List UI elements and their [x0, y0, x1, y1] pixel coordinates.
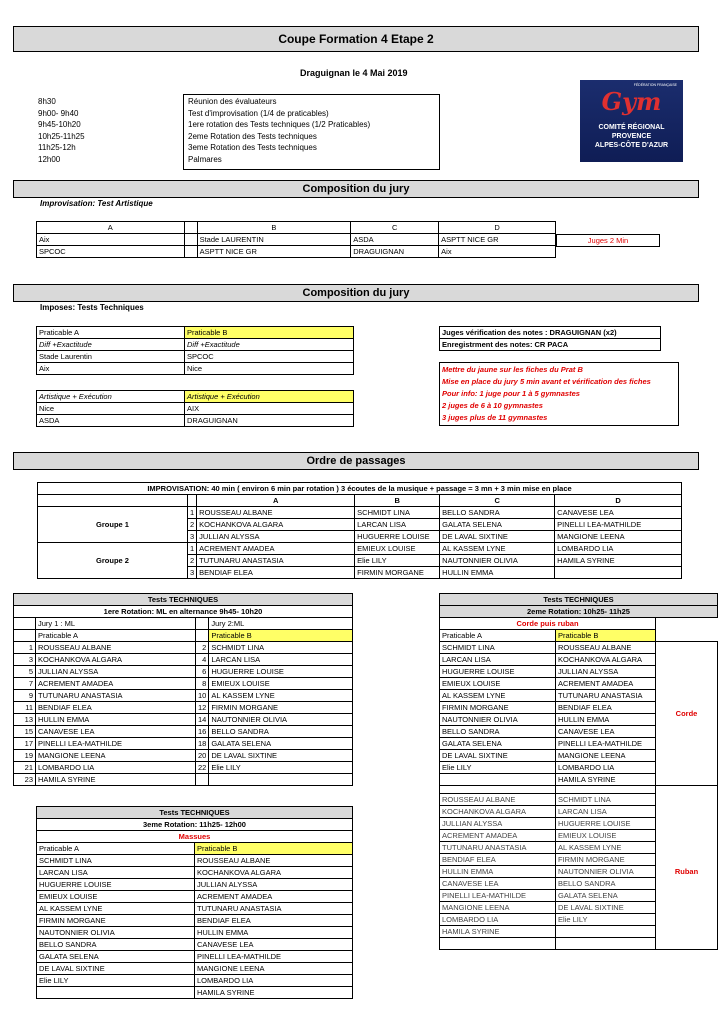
gymnast-name: JULLIAN ALYSSA — [36, 666, 196, 678]
gymnast-name: HUGUERRE LOUISE — [556, 818, 656, 830]
gymnast-name: Elie LILY — [440, 762, 556, 774]
row-number: 3 — [188, 531, 197, 543]
logo-line3: ALPES-CÔTE D'AZUR — [594, 142, 669, 149]
jury1-subtitle: Improvisation: Test Artistique — [40, 199, 153, 208]
table-row — [14, 654, 353, 666]
row-number: 2 — [196, 642, 209, 654]
table-cell — [188, 495, 197, 507]
impro-col-header: D — [555, 495, 682, 507]
table-cell — [14, 630, 36, 642]
jury1-cell: Aix — [439, 246, 556, 258]
impro-col-header: A — [197, 495, 355, 507]
gymnast-name: ROUSSEAU ALBANE — [556, 642, 656, 654]
gymnast-name: NAUTONNIER OLIVIA — [440, 714, 556, 726]
gymnast-name: GALATA SELENA — [440, 519, 555, 531]
row-number: 10 — [196, 690, 209, 702]
gymnast-name: KOCHANKOVA ALGARA — [556, 654, 656, 666]
table-row — [37, 915, 353, 927]
row-number: 11 — [14, 702, 36, 714]
jury1-table — [36, 221, 556, 258]
jury1-cell: ASPTT NICE GR — [197, 246, 351, 258]
gymnast-name: PINELLI LEA-MATHILDE — [555, 519, 682, 531]
row-number: 1 — [188, 507, 197, 519]
rot2-table — [439, 593, 718, 950]
table-row — [440, 794, 718, 806]
gymnast-name: TUTUNARU ANASTASIA — [195, 903, 353, 915]
jury-b-label: Jury 2:ML — [209, 618, 353, 630]
jury1-header: Composition du jury — [13, 180, 699, 198]
gymnast-name: DE LAVAL SIXTINE — [556, 902, 656, 914]
gymnast-name: ACREMENT AMADEA — [440, 830, 556, 842]
prat-b-label: Praticable B — [209, 630, 353, 642]
rot2-red-note: Corde puis ruban — [440, 618, 656, 630]
rot2-title: Tests TECHNIQUES — [440, 594, 718, 606]
gymnast-name: ROUSSEAU ALBANE — [440, 794, 556, 806]
gymnast-name: ROUSSEAU ALBANE — [195, 855, 353, 867]
enreg-note: Enregistrment des notes: CR PACA — [439, 338, 661, 351]
gymnast-name: MANGIONE LEENA — [556, 750, 656, 762]
rot2-subtitle: 2eme Rotation: 10h25- 11h25 — [440, 606, 718, 618]
row-number — [196, 774, 209, 786]
group-label: Groupe 2 — [38, 543, 188, 579]
gymnast-name: GALATA SELENA — [556, 890, 656, 902]
table-row — [38, 507, 682, 519]
gymnast-name: LARCAN LISA — [355, 519, 440, 531]
gymnast-name: DE LAVAL SIXTINE — [440, 531, 555, 543]
jury2-cell: ASDA — [37, 415, 185, 427]
gymnast-name: HULLIN EMMA — [440, 866, 556, 878]
table-cell — [196, 618, 209, 630]
gymnast-name: MANGIONE LEENA — [440, 902, 556, 914]
rot1-title: Tests TECHNIQUES — [14, 594, 353, 606]
gymnast-name: PINELLI LEA-MATHILDE — [195, 951, 353, 963]
gymnast-name: JULLIAN ALYSSA — [195, 879, 353, 891]
table-row — [37, 903, 353, 915]
gymnast-name: LARCAN LISA — [556, 806, 656, 818]
gymnast-name: FIRMIN MORGANE — [37, 915, 195, 927]
jury2-cell: AIX — [185, 403, 354, 415]
gymnast-name: KOCHANKOVA ALGARA — [36, 654, 196, 666]
jury-note-line: Mettre du jaune sur les fiches du Prat B — [442, 365, 583, 374]
gymnast-name: LARCAN LISA — [440, 654, 556, 666]
gymnast-name: NAUTONNIER OLIVIA — [209, 714, 353, 726]
jury2-header: Composition du jury — [13, 284, 699, 302]
gymnast-name: HAMILA SYRINE — [36, 774, 196, 786]
gymnast-name: BELLO SANDRA — [209, 726, 353, 738]
jury2-cell: Stade Laurentin — [37, 351, 185, 363]
row-number: 3 — [14, 654, 36, 666]
table-row — [14, 702, 353, 714]
gymnast-name — [440, 774, 556, 786]
gymnast-name: BELLO SANDRA — [37, 939, 195, 951]
jury1-cell: Aix — [37, 234, 185, 246]
jury-note-line: 2 juges de 6 à 10 gymnastes — [442, 401, 543, 410]
gymnast-name: NAUTONNIER OLIVIA — [37, 927, 195, 939]
gymnast-name: HAMILA SYRINE — [555, 555, 682, 567]
gymnast-name: TUTUNARU ANASTASIA — [36, 690, 196, 702]
table-row — [37, 927, 353, 939]
gymnast-name: BENDIAF ELEA — [197, 567, 355, 579]
impro-table — [37, 494, 682, 579]
schedule-times — [38, 96, 85, 165]
gymnast-name: CANAVESE LEA — [556, 726, 656, 738]
gymnast-name: ACREMENT AMADEA — [36, 678, 196, 690]
jury1-col-c: C — [351, 222, 439, 234]
gymnast-name: HULLIN EMMA — [556, 714, 656, 726]
table-row — [440, 642, 718, 654]
gymnast-name: EMIEUX LOUISE — [209, 678, 353, 690]
gymnast-name: HAMILA SYRINE — [440, 926, 556, 938]
jury1-cell: Stade LAURENTIN — [197, 234, 351, 246]
gymnast-name — [37, 987, 195, 999]
rot3-red-note: Massues — [37, 831, 353, 843]
gymnast-name: AL KASSEM LYNE — [209, 690, 353, 702]
rot3-title: Tests TECHNIQUES — [37, 807, 353, 819]
row-number: 17 — [14, 738, 36, 750]
gymnast-name: SCHMIDT LINA — [209, 642, 353, 654]
table-row — [37, 963, 353, 975]
table-row — [14, 750, 353, 762]
gymnast-name: GALATA SELENA — [209, 738, 353, 750]
table-row — [14, 714, 353, 726]
gymnast-name: AL KASSEM LYNE — [37, 903, 195, 915]
row-number: 1 — [14, 642, 36, 654]
gymnast-name: LARCAN LISA — [209, 654, 353, 666]
gymnast-name: Elie LILY — [209, 762, 353, 774]
gymnast-name: KOCHANKOVA ALGARA — [195, 867, 353, 879]
row-number: 1 — [188, 543, 197, 555]
table-row — [14, 642, 353, 654]
jury1-col-b: B — [197, 222, 351, 234]
gymnast-name: ACREMENT AMADEA — [556, 678, 656, 690]
schedule-label: 3eme Rotation des Tests techniques — [188, 143, 317, 152]
jury1-cell: ASDA — [351, 234, 439, 246]
jury-a-label: Jury 1 : ML — [36, 618, 196, 630]
row-number: 15 — [14, 726, 36, 738]
gymnast-name — [440, 938, 556, 950]
rot3-table — [36, 806, 353, 999]
gymnast-name: HUGUERRE LOUISE — [209, 666, 353, 678]
gymnast-name: ACREMENT AMADEA — [197, 543, 355, 555]
gymnast-name: DE LAVAL SIXTINE — [209, 750, 353, 762]
gymnast-name: BENDIAF ELEA — [195, 915, 353, 927]
row-number: 13 — [14, 714, 36, 726]
jury-note-line: Mise en place du jury 5 min avant et vérification des fiches — [442, 377, 651, 386]
row-number: 7 — [14, 678, 36, 690]
row-number: 4 — [196, 654, 209, 666]
row-number: 12 — [196, 702, 209, 714]
gymnast-name: BELLO SANDRA — [556, 878, 656, 890]
gymnast-name — [555, 567, 682, 579]
jury1-cell: DRAGUIGNAN — [351, 246, 439, 258]
gymnast-name: BENDIAF ELEA — [556, 702, 656, 714]
jury1-col-a: A — [37, 222, 185, 234]
schedule-label: Réunion des évaluateurs — [188, 97, 277, 106]
table-row — [14, 726, 353, 738]
row-number: 5 — [14, 666, 36, 678]
gymnast-name: PINELLI LEA-MATHILDE — [440, 890, 556, 902]
gym-logo-mark: Gym — [601, 87, 662, 116]
gymnast-name: AL KASSEM LYNE — [440, 543, 555, 555]
art-a-label: Artistique + Exécution — [37, 391, 185, 403]
gymnast-name: LOMBARDO LIA — [440, 914, 556, 926]
rot3-subtitle: 3eme Rotation: 11h25- 12h00 — [37, 819, 353, 831]
row-number: 18 — [196, 738, 209, 750]
diff-a-label: Diff +Exactitude — [37, 339, 185, 351]
table-row — [37, 879, 353, 891]
jury1-col-d: D — [439, 222, 556, 234]
verif-note: Juges vérification des notes : DRAGUIGNAN (x2) — [439, 326, 661, 339]
gymnast-name: BENDIAF ELEA — [440, 854, 556, 866]
table-cell — [196, 630, 209, 642]
gymnast-name: PINELLI LEA-MATHILDE — [36, 738, 196, 750]
gymnast-name — [556, 926, 656, 938]
row-number: 21 — [14, 762, 36, 774]
gymnast-name: HULLIN EMMA — [440, 567, 555, 579]
row-number: 14 — [196, 714, 209, 726]
prat-a-label: Praticable A — [37, 843, 195, 855]
table-row — [14, 738, 353, 750]
gymnast-name — [556, 938, 656, 950]
row-number: 22 — [196, 762, 209, 774]
jury2-art-table — [36, 390, 354, 427]
gymnast-name: AL KASSEM LYNE — [440, 690, 556, 702]
table-row — [37, 987, 353, 999]
table-row — [14, 678, 353, 690]
gymnast-name: LOMBARDO LIA — [36, 762, 196, 774]
corde-label: Corde — [656, 642, 718, 786]
table-row — [37, 939, 353, 951]
ruban-label: Ruban — [656, 794, 718, 950]
gymnast-name: LOMBARDO LIA — [555, 543, 682, 555]
row-number: 3 — [188, 567, 197, 579]
gymnast-name: EMIEUX LOUISE — [355, 543, 440, 555]
gymnast-name: KOCHANKOVA ALGARA — [440, 806, 556, 818]
gymnast-name: CANAVESE LEA — [195, 939, 353, 951]
gymnast-name: JULLIAN ALYSSA — [556, 666, 656, 678]
table-row — [37, 867, 353, 879]
table-row — [14, 762, 353, 774]
jury-note-line: 3 juges plus de 11 gymnastes — [442, 413, 548, 422]
row-number: 2 — [188, 519, 197, 531]
gymnast-name: DE LAVAL SIXTINE — [37, 963, 195, 975]
schedule-box — [183, 94, 440, 170]
date-line: Draguignan le 4 Mai 2019 — [300, 68, 408, 78]
logo-small-text: FÉDÉRATION FRANÇAISE — [633, 83, 677, 87]
prat-b-label: Praticable B — [556, 630, 656, 642]
row-number: 19 — [14, 750, 36, 762]
gymnast-name: HAMILA SYRINE — [556, 774, 656, 786]
schedule-label: 2eme Rotation des Tests techniques — [188, 131, 317, 141]
jury1-cell: ASPTT NICE GR — [439, 234, 556, 246]
prat-b-label: Praticable B — [185, 327, 354, 339]
gymnast-name: TUTUNARU ANASTASIA — [197, 555, 355, 567]
row-number: 20 — [196, 750, 209, 762]
table-row — [14, 666, 353, 678]
table-row — [14, 690, 353, 702]
jury2-cell: Aix — [37, 363, 185, 375]
table-row — [14, 774, 353, 786]
gymnast-name: CANAVESE LEA — [440, 878, 556, 890]
table-row — [37, 891, 353, 903]
jury1-cell: SPCOC — [37, 246, 185, 258]
prat-a-label: Praticable A — [36, 630, 196, 642]
row-number: 2 — [188, 555, 197, 567]
gymnast-name: TUTUNARU ANASTASIA — [556, 690, 656, 702]
group-label: Groupe 1 — [38, 507, 188, 543]
logo-line1: COMITÉ RÉGIONAL — [598, 124, 665, 131]
schedule-time: 9h00- 9h40 — [38, 108, 79, 118]
gymnast-name: ROUSSEAU ALBANE — [197, 507, 355, 519]
schedule-label: Test d'improvisation (1/4 de praticables) — [188, 108, 329, 118]
rot1-subtitle: 1ere Rotation: ML en alternance 9h45- 10h20 — [14, 606, 353, 618]
schedule-label: Palmares — [188, 154, 222, 164]
gymnast-name: CANAVESE LEA — [36, 726, 196, 738]
gymnast-name: SCHMIDT LINA — [556, 794, 656, 806]
gymnast-name: HAMILA SYRINE — [195, 987, 353, 999]
gymnast-name — [209, 774, 353, 786]
jury2-cell: SPCOC — [185, 351, 354, 363]
impro-col-header: C — [440, 495, 555, 507]
gymnast-name: FIRMIN MORGANE — [440, 702, 556, 714]
federation-logo — [580, 80, 683, 162]
jury2-cell: Nice — [185, 363, 354, 375]
rot1-table — [13, 593, 353, 786]
row-number: 8 — [196, 678, 209, 690]
gymnast-name: FIRMIN MORGANE — [355, 567, 440, 579]
gymnast-name: LOMBARDO LIA — [195, 975, 353, 987]
gymnast-name: NAUTONNIER OLIVIA — [440, 555, 555, 567]
jury1-note: Juges 2 Min — [556, 234, 660, 247]
schedule-time: 12h00 — [38, 154, 61, 164]
table-row — [37, 855, 353, 867]
table-row — [37, 975, 353, 987]
gymnast-name: HUGUERRE LOUISE — [355, 531, 440, 543]
gymnast-name: TUTUNARU ANASTASIA — [440, 842, 556, 854]
gymnast-name: MANGIONE LEENA — [555, 531, 682, 543]
gymnast-name: HUGUERRE LOUISE — [37, 879, 195, 891]
gymnast-name: SCHMIDT LINA — [440, 642, 556, 654]
gymnast-name: ACREMENT AMADEA — [195, 891, 353, 903]
gymnast-name: BELLO SANDRA — [440, 507, 555, 519]
table-row — [38, 543, 682, 555]
prat-b-label: Praticable B — [195, 843, 353, 855]
row-number: 9 — [14, 690, 36, 702]
gymnast-name: Elie LILY — [37, 975, 195, 987]
gymnast-name: BENDIAF ELEA — [36, 702, 196, 714]
gymnast-name: HULLIN EMMA — [36, 714, 196, 726]
page-title: Coupe Formation 4 Etape 2 — [13, 26, 699, 52]
gymnast-name: CANAVESE LEA — [555, 507, 682, 519]
gymnast-name: GALATA SELENA — [37, 951, 195, 963]
prat-a-label: Praticable A — [37, 327, 185, 339]
order-header: Ordre de passages — [13, 452, 699, 470]
jury-note-line: Pour info: 1 juge pour 1 à 5 gymnastes — [442, 389, 580, 398]
schedule-time: 11h25-12h — [38, 143, 76, 152]
gymnast-name: NAUTONNIER OLIVIA — [556, 866, 656, 878]
gymnast-name: MANGIONE LEENA — [195, 963, 353, 975]
schedule-time: 10h25-11h25 — [38, 131, 85, 141]
gymnast-name: Elie LILY — [556, 914, 656, 926]
gymnast-name: HULLIN EMMA — [195, 927, 353, 939]
gymnast-name: MANGIONE LEENA — [36, 750, 196, 762]
jury2-cell: DRAGUIGNAN — [185, 415, 354, 427]
gymnast-name: KOCHANKOVA ALGARA — [197, 519, 355, 531]
gymnast-name: BELLO SANDRA — [440, 726, 556, 738]
jury-notes — [439, 362, 679, 426]
gymnast-name: LARCAN LISA — [37, 867, 195, 879]
row-number: 16 — [196, 726, 209, 738]
gymnast-name: JULLIAN ALYSSA — [197, 531, 355, 543]
gymnast-name: FIRMIN MORGANE — [209, 702, 353, 714]
impro-col-header: B — [355, 495, 440, 507]
art-b-label: Artistique + Exécution — [185, 391, 354, 403]
gymnast-name: HUGUERRE LOUISE — [440, 666, 556, 678]
impro-title: IMPROVISATION: 40 min ( environ 6 min par rotation ) 3 écoutes de la musique + passage = 3 mn + 3 min mise en place — [37, 482, 682, 495]
gymnast-name: FIRMIN MORGANE — [556, 854, 656, 866]
gymnast-name: SCHMIDT LINA — [355, 507, 440, 519]
gymnast-name: EMIEUX LOUISE — [440, 678, 556, 690]
gymnast-name: Elie LILY — [355, 555, 440, 567]
gymnast-name: LOMBARDO LIA — [556, 762, 656, 774]
schedule-label: 1ere rotation des Tests techniques (1/2 Praticables) — [188, 120, 371, 129]
table-row — [37, 951, 353, 963]
gymnast-name: ROUSSEAU ALBANE — [36, 642, 196, 654]
gymnast-name: SCHMIDT LINA — [37, 855, 195, 867]
jury2-cell: Nice — [37, 403, 185, 415]
jury2-diff-table — [36, 326, 354, 375]
row-number: 23 — [14, 774, 36, 786]
logo-line2: PROVENCE — [611, 133, 652, 140]
gymnast-name: AL KASSEM LYNE — [556, 842, 656, 854]
gymnast-name: DE LAVAL SIXTINE — [440, 750, 556, 762]
schedule-time: 8h30 — [38, 97, 56, 106]
schedule-time: 9h45-10h20 — [38, 120, 81, 129]
prat-a-label: Praticable A — [440, 630, 556, 642]
gymnast-name: PINELLI LEA-MATHILDE — [556, 738, 656, 750]
row-number: 6 — [196, 666, 209, 678]
gymnast-name: EMIEUX LOUISE — [37, 891, 195, 903]
diff-b-label: Diff +Exactitude — [185, 339, 354, 351]
jury2-subtitle: Imposes: Tests Techniques — [40, 303, 144, 312]
table-cell — [14, 618, 36, 630]
table-cell — [38, 495, 188, 507]
gymnast-name: EMIEUX LOUISE — [556, 830, 656, 842]
gymnast-name: JULLIAN ALYSSA — [440, 818, 556, 830]
gymnast-name: GALATA SELENA — [440, 738, 556, 750]
